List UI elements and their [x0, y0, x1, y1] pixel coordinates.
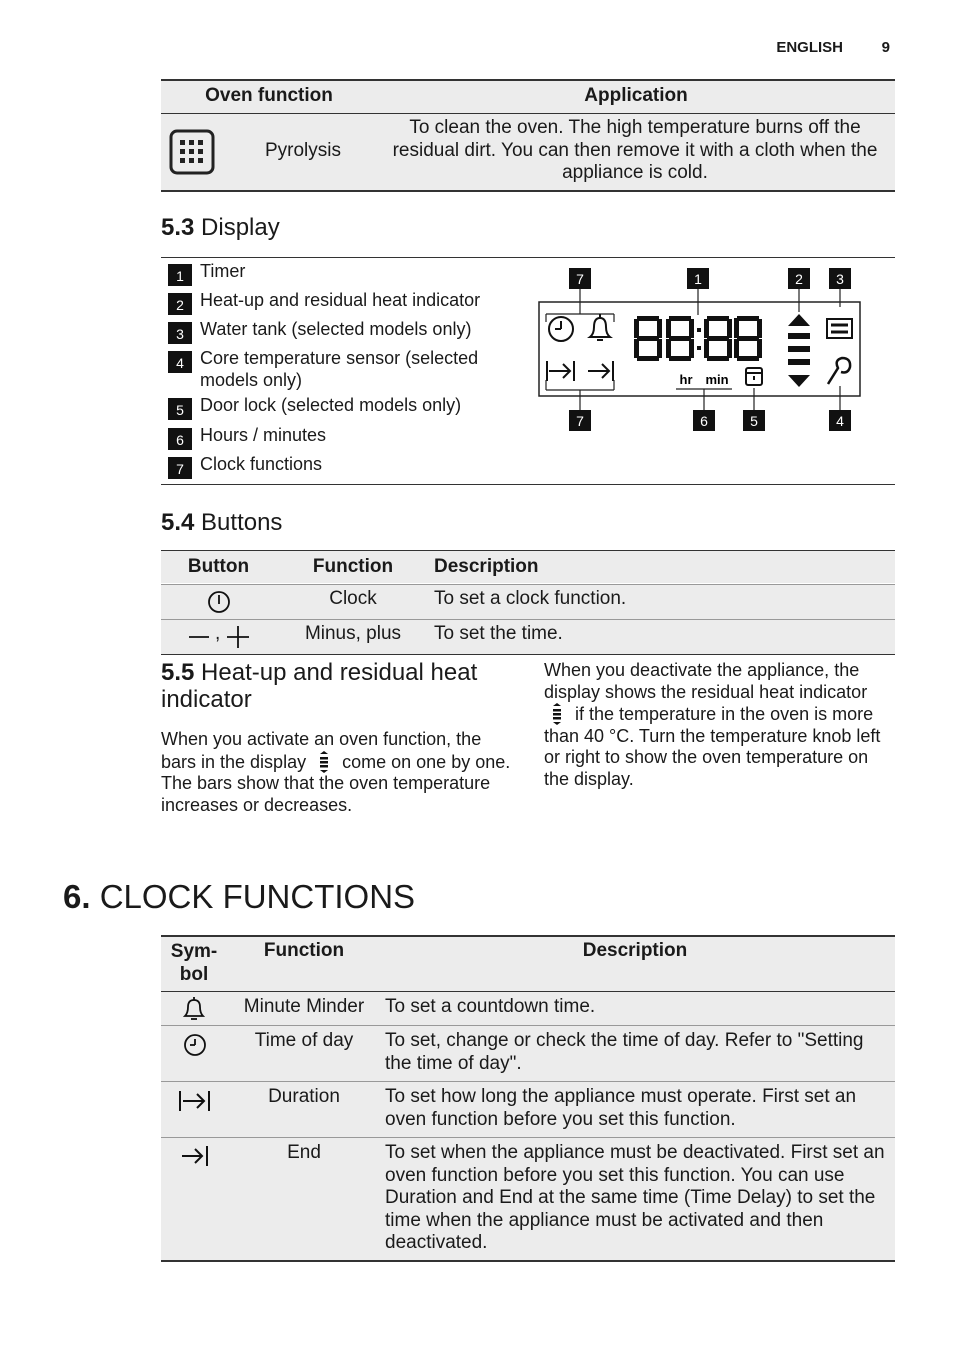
hr-label: hr — [679, 372, 693, 387]
clock-function-duration: Duration — [268, 1086, 340, 1107]
oven-function-application: To clean the oven. The high temperature burns off the residual dirt. You can then remove it with a cloth when the appliance is cold. — [392, 117, 878, 183]
heat-bars-icon — [550, 703, 564, 725]
buttons-row-clock — [161, 585, 895, 619]
oven-function-name: Pyrolysis — [264, 140, 341, 161]
section-5-4-title: 5.4 Buttons — [161, 509, 283, 536]
water-tank-icon — [827, 319, 852, 338]
callout-7-top: 7 — [576, 271, 584, 287]
end-icon — [180, 1144, 210, 1168]
seven-segment-display — [634, 316, 762, 361]
callouts-bottom — [569, 410, 851, 431]
clock-icon — [207, 590, 231, 614]
clock-function-end: End — [287, 1142, 321, 1163]
header-language: ENGLISH — [776, 39, 843, 56]
clock-function-minute-minder: Minute Minder — [243, 996, 365, 1017]
callout-1: 1 — [694, 271, 702, 287]
callouts-top — [569, 268, 851, 289]
col-header-function: Function — [263, 940, 345, 961]
heat-indicator-icon — [788, 314, 810, 387]
clock-table-header — [161, 937, 895, 991]
page-number: 9 — [881, 39, 890, 56]
clock-row-minute-minder — [161, 992, 895, 1025]
section-5-5-left-paragraph: When you activate an oven function, the bars in the display come on one by one. The bars show that the oven temperature increases or decreases. — [161, 729, 511, 815]
core-temperature-sensor-icon — [828, 358, 850, 384]
oven-table-header — [161, 81, 895, 113]
section-5-5-right-paragraph: When you deactivate the appliance, the display shows the residual heat indicator if the temperature in the oven is more than 40 °C. Turn the temperature knob left or right to show the oven temperature on the display. — [544, 660, 881, 789]
button-function-clock: Clock — [329, 588, 377, 609]
clock-icon — [183, 1033, 207, 1057]
clock-description-time-of-day: To set, change or check the time of day. Refer to "Setting the time of day". — [385, 1030, 864, 1074]
col-header-symbol: Sym- bol — [170, 941, 218, 985]
col-header-description: Description — [582, 940, 688, 961]
section-5-5-title: 5.5 Heat-up and residual heat indicator — [161, 659, 478, 713]
display-diagram — [530, 262, 870, 438]
callout-4: 4 — [836, 413, 844, 429]
button-description-clock: To set a clock function. — [434, 588, 627, 609]
clock-icon — [549, 317, 573, 341]
duration-icon — [547, 361, 574, 381]
col-header-application: Application — [584, 85, 688, 106]
duration-icon — [178, 1089, 212, 1113]
col-header-description: Description — [434, 556, 539, 577]
button-function-minus-plus: Minus, plus — [304, 623, 402, 644]
oven-table-row — [161, 114, 895, 190]
col-header-button: Button — [187, 556, 250, 577]
bell-icon — [183, 997, 205, 1021]
clock-description-duration: To set how long the appliance must operate. First set an oven function before you set this function. — [385, 1086, 857, 1130]
callout-7-bottom: 7 — [576, 413, 584, 429]
buttons-row-minus-plus — [161, 620, 895, 654]
col-header-oven-function: Oven function — [205, 85, 333, 106]
clock-row-end — [161, 1138, 895, 1260]
section-5-3-title: 5.3 Display — [161, 214, 280, 241]
button-description-minus-plus: To set the time. — [434, 623, 563, 644]
clock-description-end: To set when the appliance must be deactivated. First set an oven function before you set this function. You can use Duration and End at the same time (Time Delay) to set the time when the appliance must be activated and then deactivated. — [385, 1142, 885, 1253]
clock-row-time-of-day — [161, 1026, 895, 1081]
callout-3: 3 — [836, 271, 844, 287]
end-icon — [588, 361, 613, 381]
bell-icon — [590, 314, 610, 340]
callout-6: 6 — [700, 413, 708, 429]
heat-bars-icon — [317, 751, 331, 773]
col-header-function: Function — [312, 556, 394, 577]
clock-function-time-of-day: Time of day — [254, 1030, 354, 1051]
pyrolysis-grid-icon — [169, 129, 215, 175]
clock-row-duration — [161, 1082, 895, 1137]
clock-description-minute-minder: To set a countdown time. — [385, 996, 596, 1017]
section-6-title: 6. CLOCK FUNCTIONS — [63, 878, 416, 915]
minus-plus-separator: , — [215, 623, 221, 644]
callout-5: 5 — [750, 413, 758, 429]
door-lock-icon — [746, 368, 762, 385]
min-label: min — [705, 372, 729, 387]
buttons-table-header — [161, 551, 895, 583]
callout-2: 2 — [795, 271, 803, 287]
